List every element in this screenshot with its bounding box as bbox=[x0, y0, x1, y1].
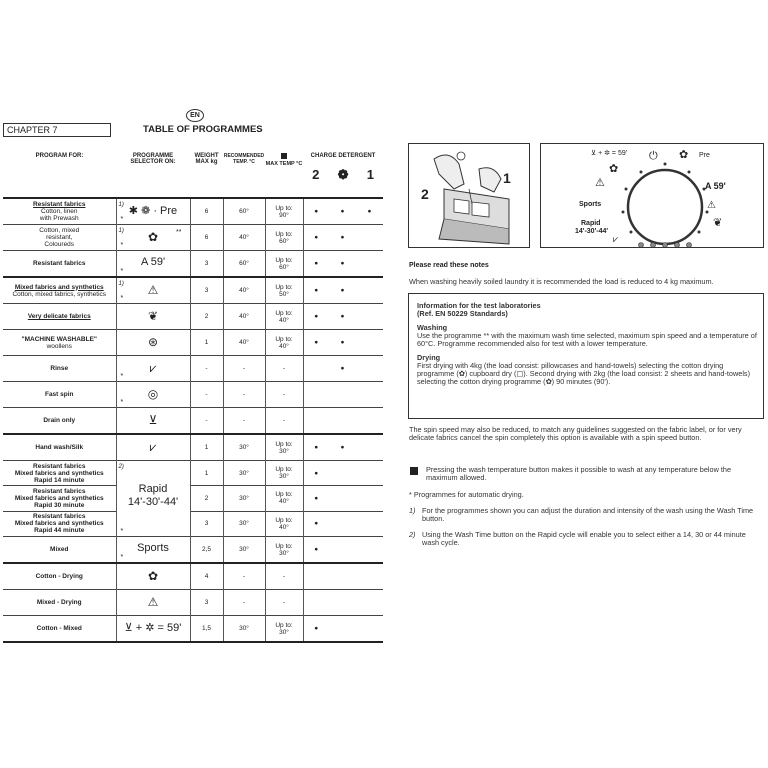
detergent-flower: ● bbox=[340, 444, 345, 451]
recommended-temp: 30° bbox=[223, 461, 265, 486]
programme-selector bbox=[116, 563, 190, 590]
flower-icon: ❁ bbox=[337, 167, 349, 182]
spin-note: The spin speed may also be reduced, to match any guidelines suggested on the fabric label, or for very delicate fabrics cancel the spin completely this option is available with a spin speed button. bbox=[409, 425, 742, 442]
detergent-1 bbox=[356, 356, 383, 382]
dial-label-sports: Sports bbox=[579, 201, 602, 208]
footnote-1-text: For the programmes shown you can adjust the duration and intensity of the wash using the Wash Time button. bbox=[422, 506, 754, 523]
table-row bbox=[3, 590, 383, 616]
table-row bbox=[3, 251, 383, 278]
program-name: Fast spin bbox=[44, 391, 74, 398]
weight-max: 2 bbox=[190, 304, 223, 330]
diagram-label-1: 1 bbox=[503, 170, 511, 186]
programme-icon: ⚠ bbox=[147, 283, 159, 297]
detergent-flower bbox=[329, 537, 356, 564]
program-name: Resistant fabrics Mixed fabrics and synthetics Rapid 30 minute bbox=[14, 487, 104, 509]
programme-selector: A 59' * bbox=[116, 251, 190, 278]
max-temp: Up to: 40° bbox=[265, 304, 303, 330]
recommended-temp: - bbox=[223, 356, 265, 382]
detergent-2 bbox=[303, 408, 329, 435]
detergent-1 bbox=[356, 225, 383, 251]
programme-selector bbox=[116, 330, 190, 356]
recommended-temp: 40° bbox=[223, 225, 265, 251]
max-temp: Up to: 50° bbox=[265, 277, 303, 304]
temp-note: Pressing the wash temperature button makes it possible to wash at any temperature below the maximum allowed. bbox=[426, 465, 732, 482]
max-temp: - bbox=[265, 590, 303, 616]
max-temp: - bbox=[265, 563, 303, 590]
weight-max: - bbox=[190, 356, 223, 382]
footnote-1-num: 1) bbox=[409, 506, 416, 515]
recommended-temp: 30° bbox=[223, 537, 265, 564]
program-name: Drain only bbox=[43, 417, 76, 424]
weight-max: 1 bbox=[190, 330, 223, 356]
weight-max: 1 bbox=[190, 434, 223, 461]
page-title: TABLE OF PROGRAMMES bbox=[143, 124, 263, 135]
programme-selector bbox=[116, 408, 190, 435]
programme-selector: ⩗ * bbox=[116, 356, 190, 382]
detergent-1: ● bbox=[367, 208, 372, 215]
programme-selector: 1) ✿ ** * bbox=[116, 225, 190, 251]
detergent-flower bbox=[329, 563, 356, 590]
program-name: Resistant fabrics bbox=[33, 260, 86, 267]
info-title: Information for the test laboratories bbox=[417, 301, 541, 310]
program-dial-diagram bbox=[540, 143, 764, 248]
recommended-temp: - bbox=[223, 382, 265, 408]
weight-max: 2 bbox=[190, 486, 223, 511]
table-row bbox=[3, 408, 383, 435]
programme-icon: ⩗ bbox=[149, 361, 157, 375]
det-col-1: 1 bbox=[366, 167, 374, 182]
detergent-2: ● bbox=[303, 277, 329, 304]
cotton-icon: ✿ bbox=[609, 163, 619, 175]
program-name: Very delicate fabrics bbox=[27, 313, 91, 320]
max-temp: - bbox=[265, 382, 303, 408]
detergent-1 bbox=[356, 277, 383, 304]
washing-text: Use the programme ** with the maximum wash time selected, maximum spin speed and a temperature of 60°C. Programme recommended also for test with a lower temperature. bbox=[417, 331, 757, 348]
program-name: Resistant fabrics Mixed fabrics and synthetics Rapid 44 minute bbox=[14, 513, 104, 535]
washing-title: Washing bbox=[417, 323, 448, 332]
detergent-1 bbox=[356, 304, 383, 330]
language-badge: EN bbox=[186, 109, 204, 122]
info-ref: (Ref. EN 50229 Standards) bbox=[417, 309, 508, 318]
recommended-temp: 60° bbox=[223, 251, 265, 278]
program-name: Resistant fabrics Cotton, linen with Prewash bbox=[33, 201, 86, 222]
program-name: Rinse bbox=[50, 365, 69, 372]
detergent-flower bbox=[329, 382, 356, 408]
detergent-2: ● bbox=[303, 616, 329, 643]
programme-selector: Sports * bbox=[116, 537, 190, 564]
diagram-label-2: 2 bbox=[421, 186, 429, 202]
recommended-temp: - bbox=[223, 563, 265, 590]
weight-max: - bbox=[190, 408, 223, 435]
recommended-temp: - bbox=[223, 408, 265, 435]
dial-label-rapid-times: 14'-30'-44' bbox=[575, 228, 609, 235]
max-temp: Up to: 60° bbox=[265, 251, 303, 278]
table-row bbox=[3, 434, 383, 461]
detergent-flower bbox=[329, 408, 356, 435]
program-name: Hand wash/Silk bbox=[35, 444, 84, 451]
max-temp: Up to: 40° bbox=[265, 330, 303, 356]
header-program: PROGRAM FOR: bbox=[35, 153, 84, 159]
programme-icon: ⊻ bbox=[148, 413, 158, 427]
detergent-2: ● bbox=[303, 434, 329, 461]
detergent-flower: ● bbox=[340, 365, 345, 372]
mixed-icon: ⚠ bbox=[595, 177, 605, 189]
detergent-2 bbox=[303, 382, 329, 408]
programme-icon: ⚠ bbox=[147, 595, 159, 609]
table-row bbox=[3, 225, 383, 251]
detergent-flower: ● bbox=[340, 313, 345, 320]
chapter-label: CHAPTER 7 bbox=[3, 123, 111, 137]
power-icon: ⏻ bbox=[649, 150, 658, 162]
programme-icon: ✿ bbox=[147, 569, 159, 583]
table-row bbox=[3, 563, 383, 590]
weight-max: 3 bbox=[190, 590, 223, 616]
detergent-2: ● bbox=[303, 198, 329, 225]
detergent-2: ● bbox=[303, 486, 329, 511]
dial-label-pre: Pre bbox=[699, 152, 710, 159]
weight-max: 2,5 bbox=[190, 537, 223, 564]
detergent-flower bbox=[329, 511, 356, 536]
programme-icon: ◎ bbox=[147, 387, 159, 401]
square-bullet-icon bbox=[410, 467, 418, 475]
program-name: Cotton - Mixed bbox=[36, 625, 82, 632]
detergent-1 bbox=[356, 461, 383, 486]
weight-max: 3 bbox=[190, 511, 223, 536]
notes-title: Please read these notes bbox=[409, 262, 489, 269]
detergent-1 bbox=[356, 251, 383, 278]
program-name: Mixed bbox=[50, 546, 69, 553]
weight-max: 6 bbox=[190, 225, 223, 251]
programme-icon: ❦ bbox=[147, 309, 159, 323]
footnote-2-num: 2) bbox=[409, 530, 416, 539]
detergent-2 bbox=[303, 590, 329, 616]
table-row bbox=[3, 537, 383, 564]
table-row bbox=[3, 486, 383, 511]
dial-label-rapid: Rapid bbox=[581, 220, 601, 227]
detergent-flower: ● bbox=[340, 234, 345, 241]
header-max-temp bbox=[265, 150, 303, 198]
rapid-selector-label: Rapid 14'-30'-44' bbox=[127, 483, 179, 508]
max-temp: - bbox=[265, 356, 303, 382]
program-name: Mixed - Drying bbox=[36, 599, 82, 606]
detergent-1 bbox=[356, 382, 383, 408]
detergent-flower bbox=[329, 590, 356, 616]
program-name: Mixed fabrics and synthetics Cotton, mixed fabrics, synthetics bbox=[12, 283, 107, 298]
table-row bbox=[3, 277, 383, 304]
programme-selector bbox=[116, 434, 190, 461]
max-temp: Up to: 30° bbox=[265, 616, 303, 643]
cotton-prewash-icon: ✿ bbox=[679, 149, 689, 161]
notes-body: When washing heavily soiled laundry it is recommended the load is reduced to 4 kg maximum. bbox=[409, 277, 714, 286]
dial-label-a59: A 59' bbox=[705, 181, 726, 191]
detergent-flower bbox=[329, 616, 356, 643]
weight-max: 1 bbox=[190, 461, 223, 486]
weight-max: 1,5 bbox=[190, 616, 223, 643]
detergent-flower: ● bbox=[340, 208, 345, 215]
detergent-2: ● bbox=[303, 511, 329, 536]
drying-title: Drying bbox=[417, 353, 441, 362]
det-col-2: 2 bbox=[312, 167, 320, 182]
detergent-2: ● bbox=[303, 461, 329, 486]
recommended-temp: - bbox=[223, 590, 265, 616]
table-row bbox=[3, 304, 383, 330]
recommended-temp: 40° bbox=[223, 330, 265, 356]
max-temp: - bbox=[265, 408, 303, 435]
detergent-2: ● bbox=[303, 304, 329, 330]
weight-max: 3 bbox=[190, 251, 223, 278]
drying-text: First drying with 4kg (the load consist: pillowcases and hand-towels) selecting the cotton drying programme (✿) cupboard dry (▢). Second drying with 2kg (the load consist: 2 sheets and hand-towels) selecting the cotton drying programme (✿) 90 minutes (90'). bbox=[417, 361, 751, 386]
table-row bbox=[3, 330, 383, 356]
detergent-1 bbox=[356, 616, 383, 643]
header-temp: RECOMMENDED TEMP. °C bbox=[223, 153, 265, 165]
weight-max: 4 bbox=[190, 563, 223, 590]
footnote-2 bbox=[409, 531, 761, 551]
header-selector: PROGRAMME SELECTOR ON: bbox=[130, 153, 176, 165]
table-row bbox=[3, 356, 383, 382]
footnote-2-text: Using the Wash Time button on the Rapid cycle will enable you to select either a 14, 30 or 44 minute wash cycle. bbox=[422, 530, 746, 547]
programme-selector bbox=[116, 616, 190, 643]
detergent-1 bbox=[356, 537, 383, 564]
detergent-flower: ● bbox=[340, 260, 345, 267]
recommended-temp: 30° bbox=[223, 616, 265, 643]
programme-icon: ⊛ bbox=[147, 335, 159, 349]
detergent-2: ● bbox=[303, 330, 329, 356]
recommended-temp: 30° bbox=[223, 511, 265, 536]
synthetics-icon: ⚠ bbox=[707, 200, 716, 211]
recommended-temp: 60° bbox=[223, 198, 265, 225]
header-weight: WEIGHT MAX kg bbox=[194, 153, 219, 165]
program-name: "MACHINE WASHABLE" woollens bbox=[21, 335, 97, 350]
detergent-flower bbox=[329, 461, 356, 486]
detergent-flower: ● bbox=[340, 287, 345, 294]
detergent-flower: ● bbox=[340, 339, 345, 346]
table-header-row bbox=[3, 150, 383, 198]
programme-selector bbox=[116, 590, 190, 616]
dial-label-cotton-mixed: ⊻ + ✲ = 59' bbox=[591, 150, 628, 157]
programme-selector: 2) Rapid 14'-30'-44' * bbox=[116, 461, 190, 537]
header-max-temp-label: MAX TEMP °C bbox=[265, 161, 303, 167]
programme-selector: 1) ⚠ * bbox=[116, 277, 190, 304]
header-detergent-label: CHARGE DETERGENT bbox=[310, 153, 376, 159]
program-name: Cotton - Drying bbox=[35, 573, 83, 580]
max-temp: Up to: 30° bbox=[265, 461, 303, 486]
detergent-flower bbox=[329, 486, 356, 511]
table-row bbox=[3, 616, 383, 643]
auto-drying-note: * Programmes for automatic drying. bbox=[409, 490, 524, 499]
max-temp: Up to: 30° bbox=[265, 537, 303, 564]
detergent-2 bbox=[303, 563, 329, 590]
table-row bbox=[3, 511, 383, 536]
detergent-2: ● bbox=[303, 225, 329, 251]
detergent-drawer-diagram bbox=[408, 143, 530, 248]
max-temp: Up to: 60° bbox=[265, 225, 303, 251]
test-lab-info-box bbox=[408, 293, 764, 419]
program-name: Resistant fabrics Mixed fabrics and synthetics Rapid 14 minute bbox=[14, 462, 104, 484]
programme-icon: ⩗ bbox=[149, 440, 157, 454]
detergent-2: ● bbox=[303, 537, 329, 564]
footnote-1 bbox=[409, 507, 761, 527]
max-temp: Up to: 40° bbox=[265, 511, 303, 536]
programme-selector: 1) ✱ ❁ · Pre * bbox=[116, 198, 190, 225]
detergent-1 bbox=[356, 434, 383, 461]
detergent-1 bbox=[356, 486, 383, 511]
programme-icon: ⊻ + ✲ = 59' bbox=[124, 622, 182, 634]
detergent-1 bbox=[356, 408, 383, 435]
table-row bbox=[3, 461, 383, 486]
max-temp: Up to: 90° bbox=[265, 198, 303, 225]
detergent-1 bbox=[356, 511, 383, 536]
programme-selector: ◎ * bbox=[116, 382, 190, 408]
delicate-icon: ❦ bbox=[713, 217, 723, 229]
max-temp: Up to: 30° bbox=[265, 434, 303, 461]
recommended-temp: 30° bbox=[223, 434, 265, 461]
recommended-temp: 40° bbox=[223, 304, 265, 330]
programme-icon: ✱ ❁ · Pre bbox=[128, 205, 178, 217]
table-row bbox=[3, 382, 383, 408]
programme-icon: Sports bbox=[137, 542, 169, 554]
handwash-icon: ⩗ bbox=[613, 234, 619, 244]
header-detergent bbox=[303, 150, 383, 198]
detergent-1 bbox=[356, 590, 383, 616]
weight-max: - bbox=[190, 382, 223, 408]
programme-icon: ✿ bbox=[147, 230, 159, 244]
programmes-table bbox=[3, 150, 383, 643]
table-row bbox=[3, 198, 383, 225]
square-icon bbox=[281, 153, 287, 159]
programme-selector bbox=[116, 304, 190, 330]
detergent-2: ● bbox=[303, 251, 329, 278]
recommended-temp: 40° bbox=[223, 277, 265, 304]
weight-max: 6 bbox=[190, 198, 223, 225]
weight-max: 3 bbox=[190, 277, 223, 304]
detergent-1 bbox=[356, 330, 383, 356]
detergent-1 bbox=[356, 563, 383, 590]
max-temp: Up to: 40° bbox=[265, 486, 303, 511]
recommended-temp: 30° bbox=[223, 486, 265, 511]
program-name: Cotton, mixed resistant, Coloureds bbox=[39, 227, 80, 248]
detergent-2 bbox=[303, 356, 329, 382]
programme-icon: A 59' bbox=[140, 256, 166, 268]
